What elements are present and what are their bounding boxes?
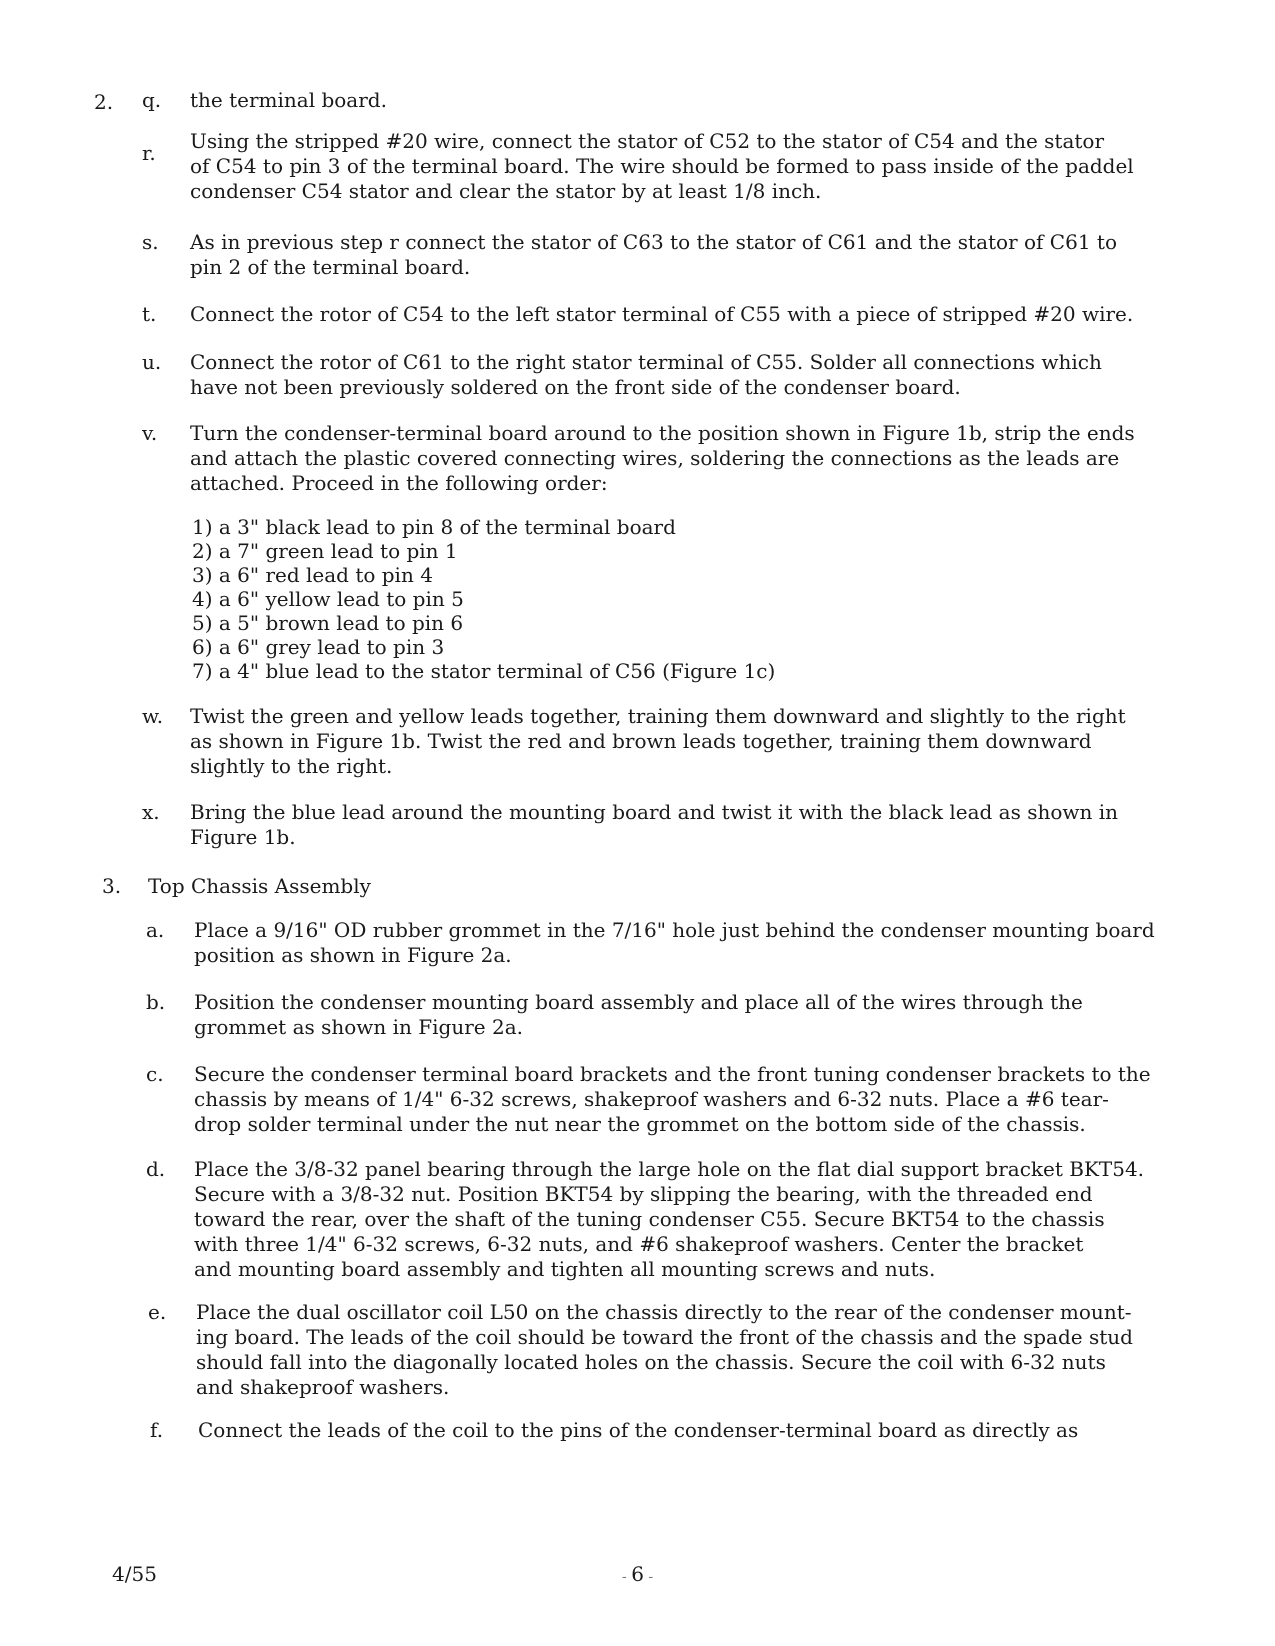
step-line: Connect the leads of the coil to the pins of the condenser-terminal board as directly as [198, 1418, 1079, 1442]
lead-item: 1) a 3" black lead to pin 8 of the terminal board [192, 515, 676, 539]
footer-date: 4/55 [112, 1562, 157, 1586]
step-line: and attach the plastic covered connecting wires, soldering the connections as the leads are [190, 446, 1120, 470]
step-letter: t. [142, 302, 157, 326]
step-line: Secure with a 3/8-32 nut. Position BKT54 by slipping the bearing, with the threaded end [194, 1182, 1093, 1206]
step-letter: a. [146, 918, 165, 942]
step-letter: x. [142, 800, 160, 824]
lead-item: 4) a 6" yellow lead to pin 5 [192, 587, 464, 611]
step-line: Twist the green and yellow leads together, training them downward and slightly to the right [190, 704, 1126, 728]
lead-item: 5) a 5" brown lead to pin 6 [192, 611, 464, 635]
step-letter: s. [142, 230, 159, 254]
step-letter: w. [142, 704, 164, 728]
step-line: Figure 1b. [190, 825, 296, 849]
page-number: - 6 - [622, 1562, 654, 1586]
step-line: as shown in Figure 1b. Twist the red and brown leads together, training them downward [190, 729, 1092, 753]
step-line: and shakeproof washers. [196, 1375, 450, 1399]
step-letter: e. [148, 1300, 167, 1324]
step-line: condenser C54 stator and clear the stator by at least 1/8 inch. [190, 179, 822, 203]
step-line: of C54 to pin 3 of the terminal board. The wire should be formed to pass inside of the paddel [190, 154, 1134, 178]
step-line: Bring the blue lead around the mounting board and twist it with the black lead as shown in [190, 800, 1119, 824]
step-letter: f. [150, 1418, 164, 1442]
step-letter: q. [142, 88, 162, 112]
step-line: slightly to the right. [190, 754, 393, 778]
step-line: position as shown in Figure 2a. [194, 943, 512, 967]
step-line: the terminal board. [190, 88, 387, 112]
lead-item: 7) a 4" blue lead to the stator terminal of C56 (Figure 1c) [192, 659, 776, 683]
lead-item: 2) a 7" green lead to pin 1 [192, 539, 458, 563]
step-line: toward the rear, over the shaft of the tuning condenser C55. Secure BKT54 to the chassis [194, 1207, 1105, 1231]
step-line: Place a 9/16" OD rubber grommet in the 7/16" hole just behind the condenser mounting board [194, 918, 1155, 942]
step-letter: u. [142, 350, 162, 374]
step-letter: v. [142, 421, 158, 445]
step-line: Place the dual oscillator coil L50 on the chassis directly to the rear of the condenser mount- [196, 1300, 1132, 1324]
step-letter: b. [146, 990, 166, 1014]
step-line: Place the 3/8-32 panel bearing through the large hole on the flat dial support bracket BKT54. [194, 1157, 1145, 1181]
step-line: As in previous step r connect the stator of C63 to the stator of C61 and the stator of C61 to [190, 230, 1117, 254]
section-2-number: 2. [94, 90, 114, 114]
step-line: chassis by means of 1/4" 6-32 screws, shakeproof washers and 6-32 nuts. Place a #6 tear- [194, 1087, 1109, 1111]
step-line: attached. Proceed in the following order: [190, 471, 608, 495]
step-line: drop solder terminal under the nut near the grommet on the bottom side of the chassis. [194, 1112, 1086, 1136]
step-line: pin 2 of the terminal board. [190, 255, 471, 279]
step-line: Turn the condenser-terminal board around to the position shown in Figure 1b, strip the ends [190, 421, 1135, 445]
section-3-number: 3. [102, 874, 122, 898]
step-letter: d. [146, 1157, 166, 1181]
section-3-title: Top Chassis Assembly [148, 874, 371, 898]
lead-item: 3) a 6" red lead to pin 4 [192, 563, 433, 587]
step-letter: c. [146, 1062, 164, 1086]
lead-item: 6) a 6" grey lead to pin 3 [192, 635, 445, 659]
step-line: should fall into the diagonally located holes on the chassis. Secure the coil with 6-32 nuts [196, 1350, 1106, 1374]
step-line: with three 1/4" 6-32 screws, 6-32 nuts, and #6 shakeproof washers. Center the bracket [194, 1232, 1084, 1256]
step-line: and mounting board assembly and tighten all mounting screws and nuts. [194, 1257, 936, 1281]
step-line: Secure the condenser terminal board brackets and the front tuning condenser brackets to the [194, 1062, 1151, 1086]
step-line: Position the condenser mounting board assembly and place all of the wires through the [194, 990, 1083, 1014]
step-line: have not been previously soldered on the front side of the condenser board. [190, 375, 961, 399]
step-line: Using the stripped #20 wire, connect the stator of C52 to the stator of C54 and the stator [190, 129, 1105, 153]
page-number-value: 6 [631, 1562, 644, 1586]
step-line: Connect the rotor of C54 to the left stator terminal of C55 with a piece of stripped #20 wire. [190, 302, 1134, 326]
step-line: Connect the rotor of C61 to the right stator terminal of C55. Solder all connections which [190, 350, 1102, 374]
step-line: ing board. The leads of the coil should be toward the front of the chassis and the spade stud [196, 1325, 1133, 1349]
step-letter: r. [142, 141, 156, 165]
step-line: grommet as shown in Figure 2a. [194, 1015, 524, 1039]
lead-list [192, 515, 775, 683]
